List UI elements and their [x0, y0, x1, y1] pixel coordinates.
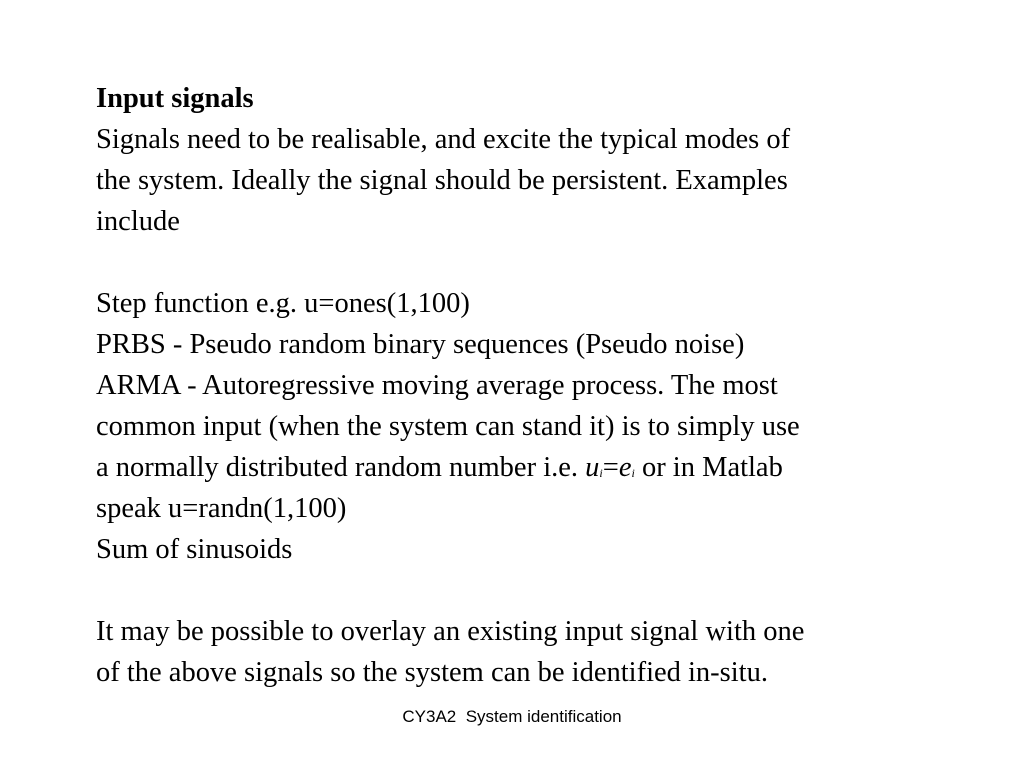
closing-line-2: of the above signals so the system can be identified in-situ. [96, 657, 768, 688]
example-normal-line [96, 447, 976, 488]
math-subscript-i-2: i [631, 466, 635, 480]
example-prbs: PRBS - Pseudo random binary sequences (Pseudo noise) [96, 329, 745, 360]
math-equals: = [602, 452, 619, 483]
math-subscript-i: i [599, 466, 603, 480]
intro-line-2: the system. Ideally the signal should be persistent. Examples [96, 165, 788, 196]
intro-line-3: include [96, 206, 180, 237]
example-matlab-speak: speak u=randn(1,100) [96, 493, 347, 524]
math-e: e [618, 452, 632, 483]
slide-footer: CY3A2 System identification [402, 707, 622, 726]
slide-body [96, 78, 976, 693]
paragraph-gap-2 [96, 570, 976, 611]
example-arma-line-1: ARMA - Autoregressive moving average process. The most [96, 370, 778, 401]
example-arma-line-2: common input (when the system can stand it) is to simply use [96, 411, 800, 442]
slide-title: Input signals [96, 83, 254, 114]
normal-prefix: a normally distributed random number i.e. [96, 452, 586, 483]
intro-line-1: Signals need to be realisable, and excite the typical modes of [96, 124, 791, 155]
example-step-function: Step function e.g. u=ones(1,100) [96, 288, 470, 319]
paragraph-gap [96, 242, 976, 283]
closing-line-1: It may be possible to overlay an existing input signal with one [96, 616, 805, 647]
normal-suffix: or in Matlab [634, 452, 783, 483]
math-expression [585, 452, 635, 483]
example-sum-of-sinusoids: Sum of sinusoids [96, 534, 293, 565]
math-u: u [585, 452, 600, 483]
